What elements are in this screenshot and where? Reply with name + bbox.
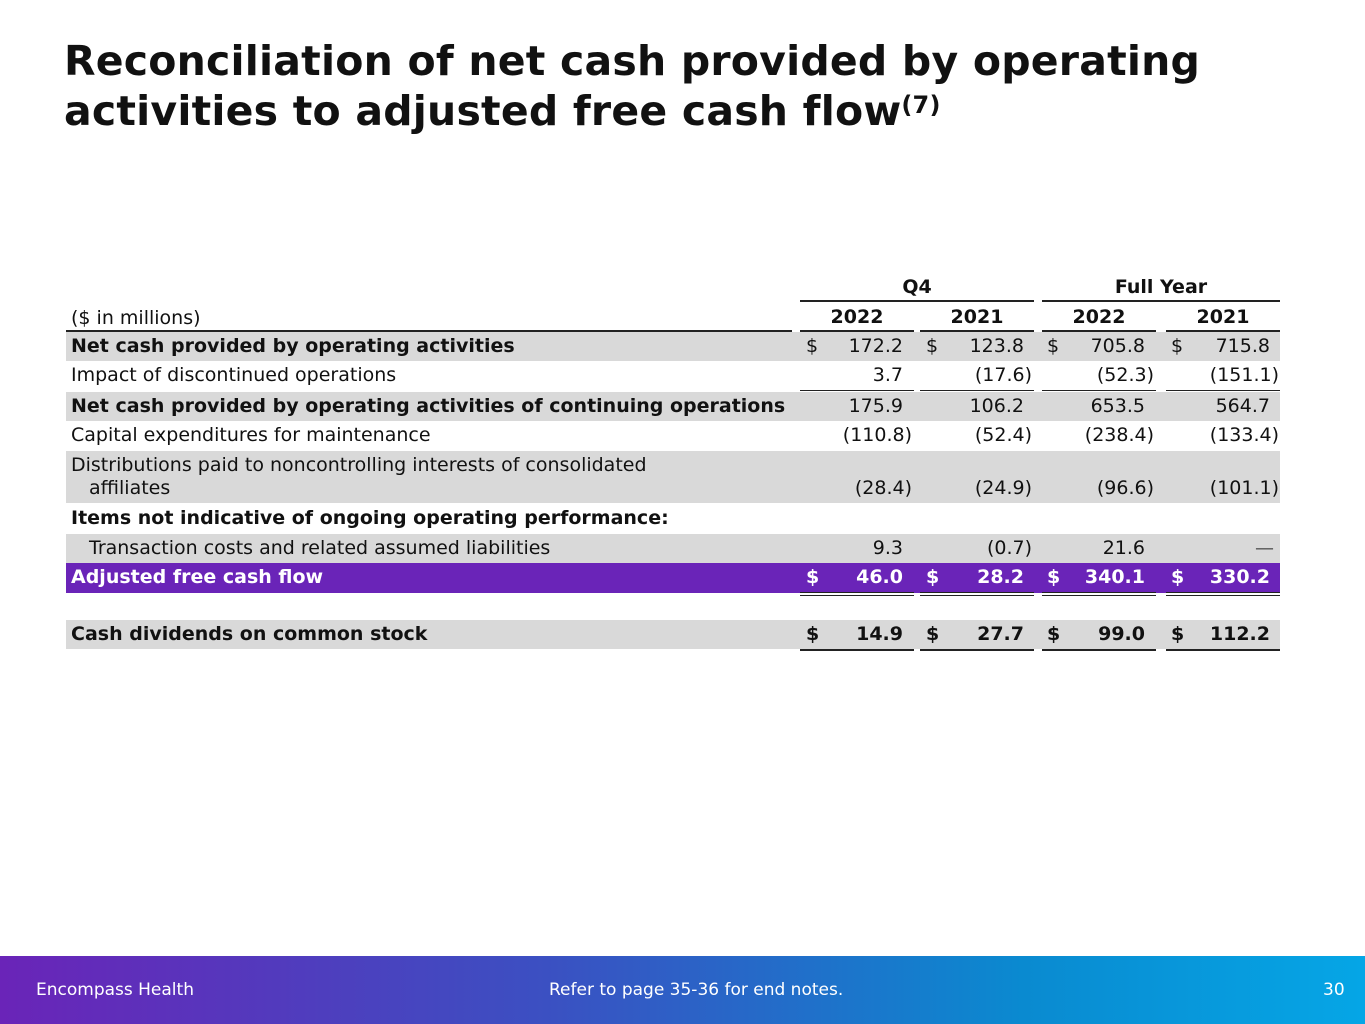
value-cell: (96.6) (1096, 477, 1154, 499)
section-heading-row (66, 503, 1280, 533)
page-title (64, 36, 1264, 136)
table-row (66, 534, 1280, 563)
total-underline (800, 649, 914, 651)
row-label: Net cash provided by operating activities (71, 335, 515, 357)
dollar-sign: $ (806, 566, 820, 588)
value-cell: 46.0 (856, 566, 903, 588)
double-underline (1042, 595, 1156, 596)
group-header-q4: Q4 (902, 276, 932, 298)
total-underline (1166, 649, 1280, 651)
value-cell: (0.7) (986, 537, 1032, 559)
dollar-sign: $ (1047, 335, 1060, 357)
double-underline (1042, 592, 1156, 593)
dollar-sign: $ (926, 566, 940, 588)
value-cell: (133.4) (1209, 424, 1279, 446)
value-cell: (52.3) (1096, 364, 1154, 386)
group-header-full-year: Full Year (1114, 276, 1208, 298)
value-cell: (52.4) (974, 424, 1032, 446)
units-label: ($ in millions) (71, 307, 201, 329)
double-underline (1166, 595, 1280, 596)
dollar-sign: $ (806, 335, 819, 357)
value-cell: (238.4) (1084, 424, 1154, 446)
row-label: Adjusted free cash flow (71, 566, 324, 588)
value-cell: (110.8) (842, 424, 912, 446)
value-cell: 21.6 (1102, 537, 1145, 559)
table-row (66, 332, 1280, 361)
value-cell: 14.9 (856, 623, 903, 645)
value-cell: (101.1) (1209, 477, 1279, 499)
table-row (66, 451, 1280, 503)
double-underline (800, 592, 914, 593)
row-label: Net cash provided by operating activities of continuing operations (71, 395, 786, 417)
value-cell: 9.3 (872, 537, 903, 559)
value-cell: (151.1) (1209, 364, 1279, 386)
value-cell: 564.7 (1215, 395, 1270, 417)
subtotal-rule (1042, 390, 1156, 391)
page-number: 30 (1323, 980, 1345, 1000)
group-underline (1042, 300, 1280, 302)
year-header: 2021 (950, 306, 1004, 328)
row-label: Impact of discontinued operations (71, 364, 397, 386)
total-row-adjusted-free-cash-flow (66, 563, 1280, 593)
double-underline (920, 592, 1034, 593)
double-underline (800, 595, 914, 596)
double-underline (920, 595, 1034, 596)
total-underline (920, 649, 1034, 651)
group-underline (800, 300, 1034, 302)
row-label: Distributions paid to noncontrolling interests of consolidated (71, 454, 647, 476)
year-header: 2022 (830, 306, 884, 328)
value-cell: 27.7 (977, 623, 1024, 645)
dollar-sign: $ (1171, 335, 1184, 357)
dollar-sign: $ (1171, 566, 1185, 588)
value-cell: 340.1 (1084, 566, 1145, 588)
title-footnote: (7) (901, 91, 941, 119)
value-cell: 715.8 (1215, 335, 1270, 357)
footer-company: Encompass Health (36, 980, 194, 1000)
dollar-sign: $ (926, 623, 940, 645)
value-cell: 123.8 (969, 335, 1024, 357)
value-cell: 28.2 (977, 566, 1024, 588)
table-row (66, 620, 1280, 649)
value-cell: (28.4) (854, 477, 912, 499)
dollar-sign: $ (1047, 623, 1061, 645)
year-header: 2022 (1072, 306, 1126, 328)
row-label-continued: affiliates (89, 477, 171, 499)
dollar-sign: $ (1047, 566, 1061, 588)
subtotal-rule (920, 390, 1034, 391)
value-cell: — (1255, 537, 1274, 559)
title-line-2: activities to adjusted free cash flow (64, 87, 902, 135)
value-cell: 3.7 (872, 364, 903, 386)
value-cell: 705.8 (1090, 335, 1145, 357)
double-underline (1166, 592, 1280, 593)
dollar-sign: $ (806, 623, 820, 645)
year-header-row (66, 304, 1280, 330)
total-underline (1042, 649, 1156, 651)
table-row (66, 392, 1280, 421)
title-line-1: Reconciliation of net cash provided by operating (64, 37, 1201, 85)
value-cell: 112.2 (1209, 623, 1270, 645)
value-cell: 175.9 (848, 395, 903, 417)
row-label: Transaction costs and related assumed liabilities (89, 537, 551, 559)
row-label: Cash dividends on common stock (71, 623, 428, 645)
value-cell: 106.2 (969, 395, 1024, 417)
footer-end-notes: Refer to page 35-36 for end notes. (549, 980, 844, 1000)
year-header: 2021 (1196, 306, 1250, 328)
value-cell: (24.9) (974, 477, 1032, 499)
dollar-sign: $ (1171, 623, 1185, 645)
dollar-sign: $ (926, 335, 939, 357)
subtotal-rule (800, 390, 914, 391)
table-row (66, 421, 1280, 451)
value-cell: 172.2 (848, 335, 903, 357)
value-cell: 330.2 (1209, 566, 1270, 588)
row-label: Capital expenditures for maintenance (71, 424, 431, 446)
value-cell: 99.0 (1098, 623, 1145, 645)
value-cell: 653.5 (1090, 395, 1145, 417)
subtotal-rule (1166, 390, 1280, 391)
section-heading: Items not indicative of ongoing operating performance: (71, 507, 669, 529)
value-cell: (17.6) (974, 364, 1032, 386)
footer-bar (0, 956, 1365, 1024)
table-row (66, 361, 1280, 391)
